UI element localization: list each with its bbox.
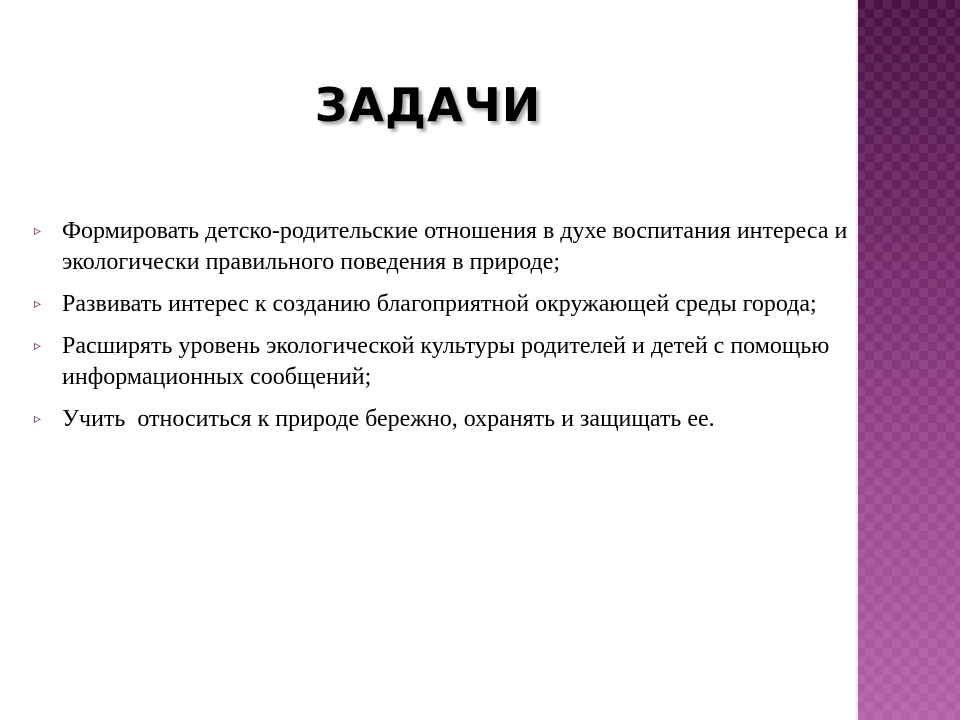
task-list xyxy=(34,216,854,446)
task-text: Расширять уровень экологической культуры родителей и детей с помощью информационных сообщений; xyxy=(62,333,836,390)
bullet-arrow-icon: ▹ xyxy=(34,338,42,354)
list-item xyxy=(34,331,850,393)
task-text: Учить относиться к природе бережно, охранять и защищать ее. xyxy=(62,406,715,432)
bullet-arrow-icon: ▹ xyxy=(34,411,42,427)
slide-title: ЗАДАЧИ xyxy=(314,78,542,132)
task-text: Формировать детско-родительские отношения в духе воспитания интереса и экологически правильного поведения в природе; xyxy=(62,218,854,275)
decorative-side-bar xyxy=(856,0,960,720)
side-bar-divider xyxy=(856,0,858,720)
bullet-arrow-icon: ▹ xyxy=(34,296,42,312)
task-text: Развивать интерес к созданию благоприятной окружающей среды города; xyxy=(62,291,817,317)
list-item xyxy=(34,289,850,320)
list-item xyxy=(34,404,850,435)
bullet-arrow-icon: ▹ xyxy=(34,223,42,239)
list-item xyxy=(34,216,854,278)
